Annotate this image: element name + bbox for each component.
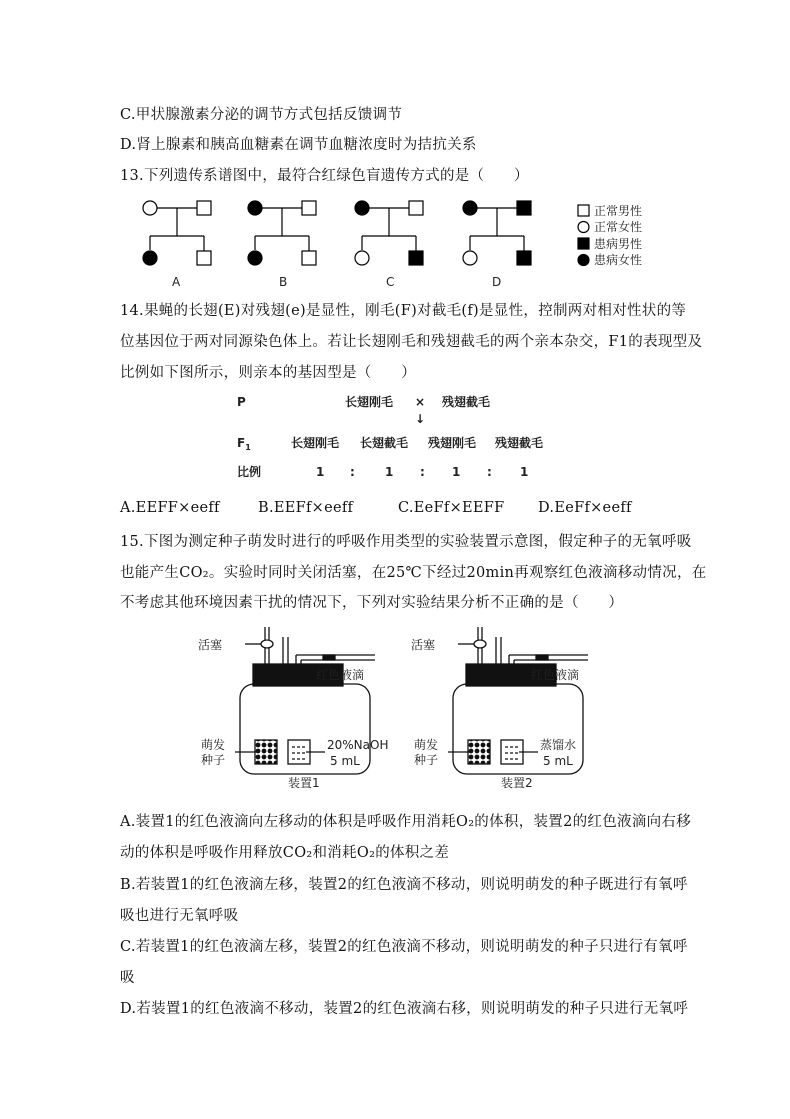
question-15-line2: 也能产生CO₂。实验时同时关闭活塞，在25℃下经过20min再观察红色液滴移动情况，在 [120, 565, 707, 581]
pedigree-legend [578, 205, 589, 266]
device2-water-label: 蒸馏水 [540, 738, 577, 752]
q14-option-b: B.EEFf×eeff [258, 500, 354, 516]
pedigree-c [355, 201, 423, 265]
legend-normal-female: 正常女性 [594, 220, 643, 234]
device2-seed-label-1: 萌发 [414, 738, 439, 752]
pedigree-b [248, 201, 316, 265]
device1-caption: 装置1 [288, 776, 320, 790]
device1-droplet-label: 红色液滴 [316, 668, 365, 682]
pedigree-a [143, 201, 211, 265]
ratio-sep-2: : [420, 465, 425, 479]
f1-phenotype-3: 残翅刚毛 [428, 436, 477, 450]
q15-option-c-line1: C.若装置1的红色液滴左移，装置2的红色液滴不移动，则说明萌发的种子只进行有氧呼 [120, 939, 688, 955]
question-14-line1: 14.果蝇的长翅(E)对残翅(e)是显性，刚毛(F)对截毛(f)是显性，控制两对相对性状的等 [120, 303, 687, 319]
apparatus-figure [195, 622, 605, 792]
device2-seed-label-2: 种子 [414, 753, 439, 767]
device1-volume-label: 5 mL [330, 754, 360, 768]
question-14-line2: 位基因位于两对同源染色体上。若让长翅刚毛和残翅截毛的两个亲本杂交，F1的表现型及 [120, 334, 703, 350]
device1-stopcock-label: 活塞 [198, 638, 223, 652]
p-label: P [237, 395, 246, 409]
ratio-4: 1 [520, 465, 529, 479]
legend-affected-male: 患病男性 [594, 237, 643, 251]
legend-affected-female: 患病女性 [594, 253, 643, 267]
device1-seed-label-2: 种子 [201, 753, 226, 767]
device1-naoh-label: 20%NaOH [327, 738, 389, 752]
f1-phenotype-1: 长翅刚毛 [291, 436, 340, 450]
pedigree-label-c: C [386, 275, 395, 289]
device1-seed-label-1: 萌发 [201, 738, 226, 752]
f1-label: $F_1$ [237, 436, 251, 452]
q15-option-a-line1: A.装置1的红色液滴向左移动的体积是呼吸作用消耗O₂的体积，装置2的红色液滴向右移 [120, 814, 692, 830]
q15-option-b-line1: B.若装置1的红色液滴左移，装置2的红色液滴不移动，则说明萌发的种子既进行有氧呼 [120, 877, 688, 893]
pedigree-label-a: A [172, 275, 181, 289]
option-c-q12: C.甲状腺激素分泌的调节方式包括反馈调节 [120, 107, 403, 123]
cross-arrow: ↓ [415, 412, 426, 426]
parent1: 长翅刚毛 [345, 395, 394, 409]
cross-figure [230, 390, 570, 490]
ratio-1: 1 [316, 465, 325, 479]
pedigree-d [463, 201, 531, 265]
ratio-2: 1 [385, 465, 394, 479]
question-13: 13.下列遗传系谱图中，最符合红绿色盲遗传方式的是（ ） [120, 168, 529, 184]
device2-caption: 装置2 [501, 776, 533, 790]
q15-option-c-line2: 吸 [120, 970, 135, 986]
q14-option-d: D.EeFf×eeff [538, 500, 632, 516]
device2-stopcock-label: 活塞 [411, 638, 436, 652]
ratio-3: 1 [452, 465, 461, 479]
cross-symbol: × [415, 395, 426, 409]
question-15-line1: 15.下图为测定种子萌发时进行的呼吸作用类型的实验装置示意图，假定种子的无氧呼吸 [120, 534, 692, 550]
q14-option-c: C.EeFf×EEFF [398, 500, 505, 516]
device2-volume-label: 5 mL [543, 754, 573, 768]
question-15-line3: 不考虑其他环境因素干扰的情况下，下列对实验结果分析不正确的是（ ） [120, 595, 624, 611]
q15-option-a-line2: 动的体积是呼吸作用释放CO₂和消耗O₂的体积之差 [120, 845, 450, 861]
q14-option-a: A.EEFF×eeff [120, 500, 220, 516]
pedigree-figure [135, 193, 665, 293]
legend-normal-male: 正常男性 [594, 204, 643, 218]
pedigree-label-d: D [492, 275, 502, 289]
ratio-sep-3: : [487, 465, 492, 479]
device2-droplet-label: 红色液滴 [531, 668, 580, 682]
ratio-sep-1: : [350, 465, 355, 479]
f1-phenotype-2: 长翅截毛 [360, 436, 409, 450]
pedigree-label-b: B [279, 275, 288, 289]
parent2: 残翅截毛 [442, 395, 491, 409]
f1-phenotype-4: 残翅截毛 [495, 436, 544, 450]
ratio-label: 比例 [237, 465, 262, 479]
q15-option-b-line2: 吸也进行无氧呼吸 [120, 908, 239, 924]
question-14-line3: 比例如下图所示，则亲本的基因型是（ ） [120, 365, 416, 381]
option-d-q12: D.肾上腺素和胰高血糖素在调节血糖浓度时为拮抗关系 [120, 137, 477, 153]
q15-option-d-line1: D.若装置1的红色液滴不移动，装置2的红色液滴右移，则说明萌发的种子只进行无氧呼 [120, 1001, 689, 1017]
